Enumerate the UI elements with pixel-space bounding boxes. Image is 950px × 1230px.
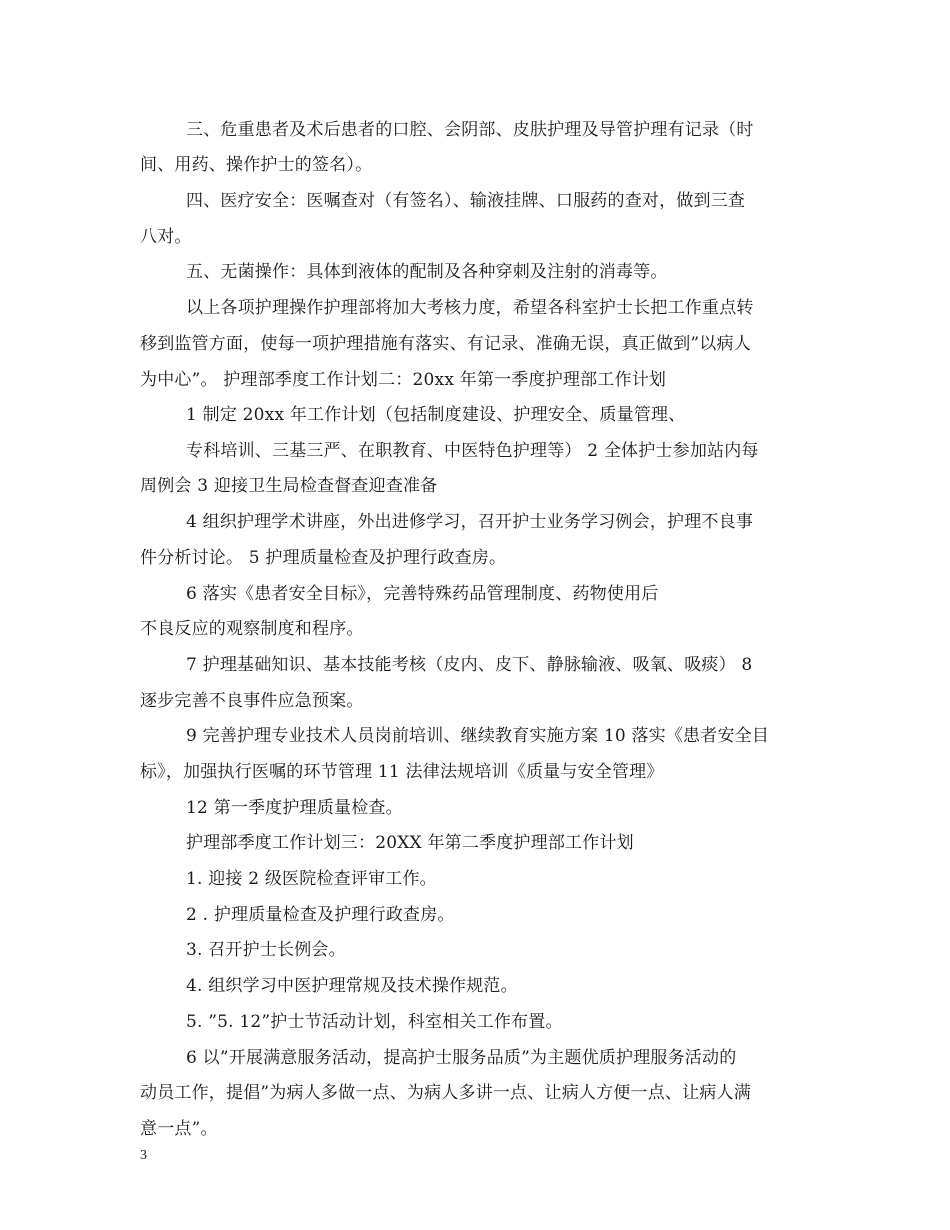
text-line: 9 完善护理专业技术人员岗前培训、继续教育实施方案 10 落实《患者安全目 — [186, 726, 770, 746]
text-line: 7 护理基础知识、基本技能考核（皮内、皮下、静脉输液、吸氧、吸痰） 8 — [186, 655, 753, 675]
text-line: 件分析讨论。 5 护理质量检查及护理行政查房。 — [140, 548, 507, 568]
text-line: 2 . 护理质量检查及护理行政查房。 — [186, 905, 455, 925]
text-line: 移到监管方面，使每一项护理措施有落实、有记录、准确无误，真正做到”以病人 — [140, 334, 751, 354]
text-line: 八对。 — [140, 227, 192, 247]
text-line: 动员工作，提倡”为病人多做一点、为病人多讲一点、让病人方便一点、让病人满 — [140, 1083, 751, 1103]
text-line: 以上各项护理操作护理部将加大考核力度，希望各科室护士长把工作重点转 — [186, 298, 754, 318]
text-line: 1 制定 20xx 年工作计划（包括制度建设、护理安全、质量管理、 — [186, 405, 686, 425]
text-line: 4 组织护理学术讲座，外出进修学习，召开护士业务学习例会，护理不良事 — [186, 512, 754, 532]
text-line: 周例会 3 迎接卫生局检查督查迎查准备 — [140, 476, 438, 496]
text-line: 意一点”。 — [140, 1119, 218, 1139]
text-line: 1. 迎接 2 级医院检查评审工作。 — [186, 869, 437, 889]
text-line: 12 第一季度护理质量检查。 — [186, 798, 403, 818]
text-line: 3. 召开护士长例会。 — [186, 940, 346, 960]
text-line: 护理部季度工作计划三：20XX 年第二季度护理部工作计划 — [186, 833, 634, 853]
text-line: 五、无菌操作：具体到液体的配制及各种穿刺及注射的消毒等。 — [186, 262, 668, 282]
text-line: 逐步完善不良事件应急预案。 — [140, 691, 364, 711]
text-line: 为中心”。 护理部季度工作计划二：20xx 年第一季度护理部工作计划 — [140, 370, 667, 390]
text-line: 标》，加强执行医嘱的环节管理 11 法律法规培训《质量与安全管理》 — [140, 762, 664, 782]
text-line: 专科培训、三基三严、在职教育、中医特色护理等） 2 全体护士参加站内每 — [186, 441, 759, 461]
text-line: 6 落实《患者安全目标》，完善特殊药品管理制度、药物使用后 — [186, 584, 659, 604]
text-line: 间、用药、操作护士的签名）。 — [140, 155, 373, 175]
text-line: 三、危重患者及术后患者的口腔、会阴部、皮肤护理及导管护理有记录（时 — [186, 120, 754, 140]
page-number: 3 — [140, 1148, 147, 1163]
text-line: 6 以”开展满意服务活动，提高护士服务品质”为主题优质护理服务活动的 — [186, 1048, 737, 1068]
text-line: 5. ”5. 12”护士节活动计划，科室相关工作布置。 — [186, 1012, 563, 1032]
text-line: 不良反应的观察制度和程序。 — [140, 619, 364, 639]
text-line: 4. 组织学习中医护理常规及技术操作规范。 — [186, 976, 518, 996]
text-line: 四、医疗安全：医嘱查对（有签名）、输液挂牌、口服药的查对，做到三查 — [186, 191, 746, 211]
